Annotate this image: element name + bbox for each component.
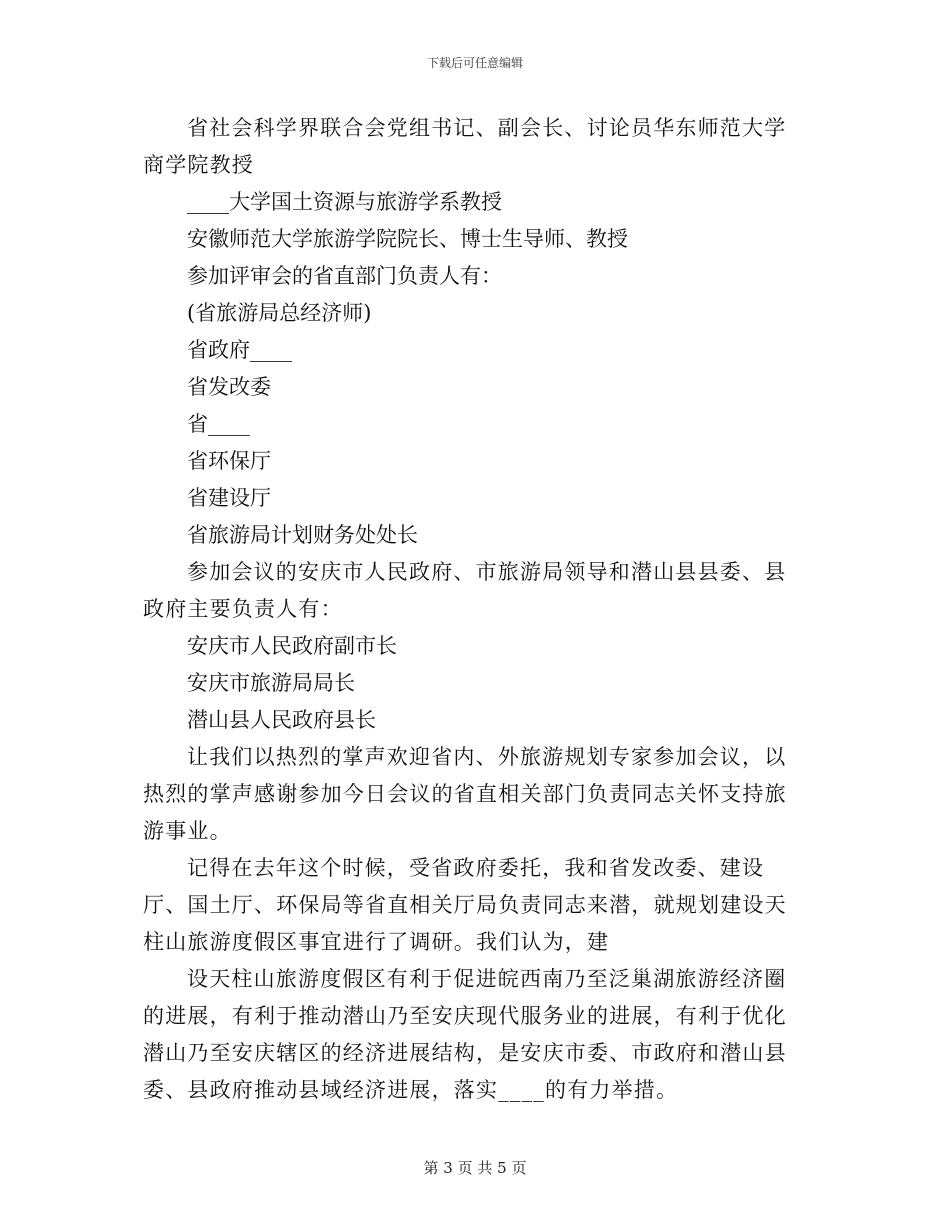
paragraph-3: 安徽师范大学旅游学院院长、博士生导师、教授 <box>187 227 628 251</box>
paragraph-4: 参加评审会的省直部门负责人有： <box>187 264 502 288</box>
paragraph-13: 安庆市人民政府副市长 <box>187 634 397 658</box>
paragraph-7: 省发改委 <box>187 375 271 399</box>
paragraph-2: ____大学国土资源与旅游学系教授 <box>187 190 502 214</box>
paragraph-5: (省旅游局总经济师) <box>187 301 372 325</box>
paragraph-17: 记得在去年这个时候，受省政府委托，我和省发改委、建设厅、国土厅、环保局等省直相关厅局负责同志来潜，就规划建设天柱山旅游度假区事宜进行了调研。我们认为，建 <box>143 856 787 954</box>
page-header-note: 下载后可任意编辑 <box>426 56 523 70</box>
paragraph-16: 让我们以热烈的掌声欢迎省内、外旅游规划专家参加会议，以热烈的掌声感谢参加今日会议的省直相关部门负责同志关怀支持旅游事业。 <box>143 745 787 843</box>
paragraph-14: 安庆市旅游局局长 <box>187 671 355 695</box>
paragraph-9: 省环保厅 <box>187 449 271 473</box>
document-body <box>143 110 808 1109</box>
paragraph-12: 参加会议的安庆市人民政府、市旅游局领导和潜山县县委、县政府主要负责人有： <box>143 560 787 621</box>
paragraph-6: 省政府____ <box>187 338 292 362</box>
paragraph-15: 潜山县人民政府县长 <box>187 708 376 732</box>
paragraph-11: 省旅游局计划财务处处长 <box>187 523 418 547</box>
paragraph-10: 省建设厅 <box>187 486 271 510</box>
paragraph-1: 省社会科学界联合会党组书记、副会长、讨论员华东师范大学商学院教授 <box>143 116 787 177</box>
page-number: 第 3 页 共 5 页 <box>423 1159 527 1177</box>
paragraph-8: 省____ <box>187 412 250 436</box>
paragraph-18: 设天柱山旅游度假区有利于促进皖西南乃至泛巢湖旅游经济圈的进展，有利于推动潜山乃至安庆现代服务业的进展，有利于优化潜山乃至安庆辖区的经济进展结构，是安庆市委、市政府和潜山县委、县政府推动县域经济进展，落实____的有力举措。 <box>143 967 787 1102</box>
